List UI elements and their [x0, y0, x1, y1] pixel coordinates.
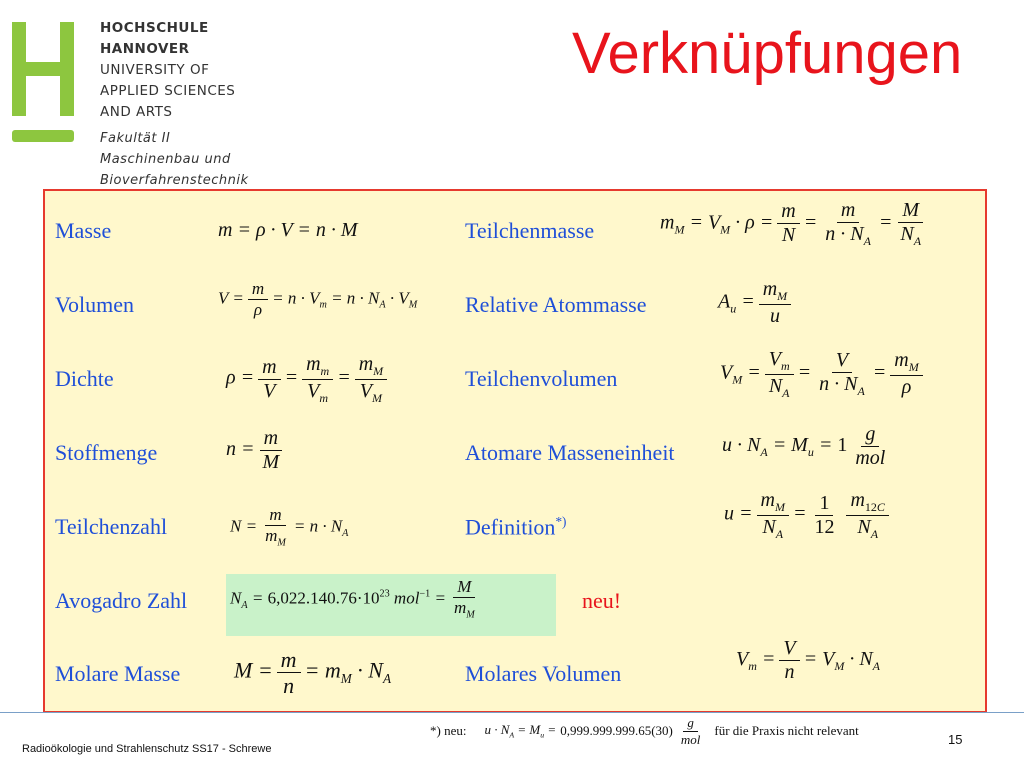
formula-dichte: ρ = $\frac{m}{V}$ = $\frac{m_m}{V_m}$ = $\frac{m_M}{V_M}$: [226, 354, 391, 404]
footnote: *) neu: $u \cdot N_A = M_u$ = 0,999.999.999.65(30) $\frac{g}{\text{mol}}$ für die Praxis nicht relevant: [430, 715, 859, 747]
formula-teilchenzahl: N = $\frac{m}{m_M}$ = $n \cdot N_A$: [230, 505, 349, 549]
formula-atomare-masseneinheit: $u \cdot N_A = M_u = 1$ $\frac{g}{\text{mol}}$: [722, 423, 886, 469]
footer-course: Radioökologie und Strahlenschutz SS17 - Schrewe: [22, 743, 272, 755]
label-volumen: Volumen: [55, 292, 135, 317]
logo-underline: [12, 130, 74, 142]
formula-teilchenvolumen: $V_M$ = $\frac{V_m}{N_A}$ = $\frac{V}{n \cdot N_A}$ = $\frac{m_M}{\rho}$: [720, 349, 927, 399]
label-dichte: Dichte: [55, 366, 114, 391]
label-stoffmenge: Stoffmenge: [55, 440, 158, 465]
logo-mark: [12, 22, 74, 118]
label-molare-masse: Molare Masse: [55, 661, 181, 686]
formula-definition: u = $\frac{m_M}{N_A}$ = $\frac{1}{12}$ $\frac{m_{12C}}{N_A}$: [724, 490, 893, 540]
faculty-name: Fakultät II Maschinenbau und Bioverfahrenstechnik: [100, 131, 249, 188]
label-teilchenmasse: Teilchenmasse: [465, 218, 595, 243]
label-atomare-masseneinheit: Atomare Masseneinheit: [465, 440, 675, 465]
label-teilchenvolumen: Teilchenvolumen: [465, 366, 618, 391]
new-note: neu!: [582, 588, 622, 613]
formula-molares-volumen: $V_m$ = $\frac{V}{n}$ = $V_M \cdot N_A$: [736, 637, 881, 683]
page-title: Verknüpfungen: [572, 21, 963, 86]
label-masse: Masse: [55, 218, 112, 243]
label-avogadro: Avogadro Zahl: [55, 588, 188, 613]
footer-divider: [0, 712, 1024, 713]
formula-avogadro: $N_A = 6,022.140.76\cdot 10^{23}$ mol$^{-1}$ = $\frac{M}{m_M}$: [230, 577, 475, 621]
formula-stoffmenge: n = $\frac{m}{M}$: [226, 428, 287, 473]
formula-teilchenmasse: $m_M = V_M \cdot \rho$ = $\frac{m}{N}$ = $\frac{m}{n \cdot N_A}$ = $\frac{M}{N_A}$: [660, 199, 922, 248]
university-name: HOCHSCHULE HANNOVER UNIVERSITY OF APPLIED SCIENCES AND ARTS: [100, 20, 236, 120]
formula-molare-masse: M = $\frac{m}{n}$ = $m_M \cdot N_A$: [234, 647, 392, 699]
formula-masse: m = ρ · V = n · M: [218, 219, 358, 241]
label-teilchenzahl: Teilchenzahl: [55, 514, 168, 539]
formula-relative-atommasse: $A_u$ = $\frac{m_M}{u}$: [718, 279, 795, 327]
label-molares-volumen: Molares Volumen: [465, 661, 622, 686]
formula-volumen: V = $\frac{m}{\rho}$ = $n \cdot V_m = n \cdot N_A \cdot V_M$: [218, 279, 418, 319]
label-relative-atommasse: Relative Atommasse: [465, 292, 647, 317]
page-number: 15: [948, 732, 963, 747]
label-definition: Definition*): [465, 514, 567, 540]
